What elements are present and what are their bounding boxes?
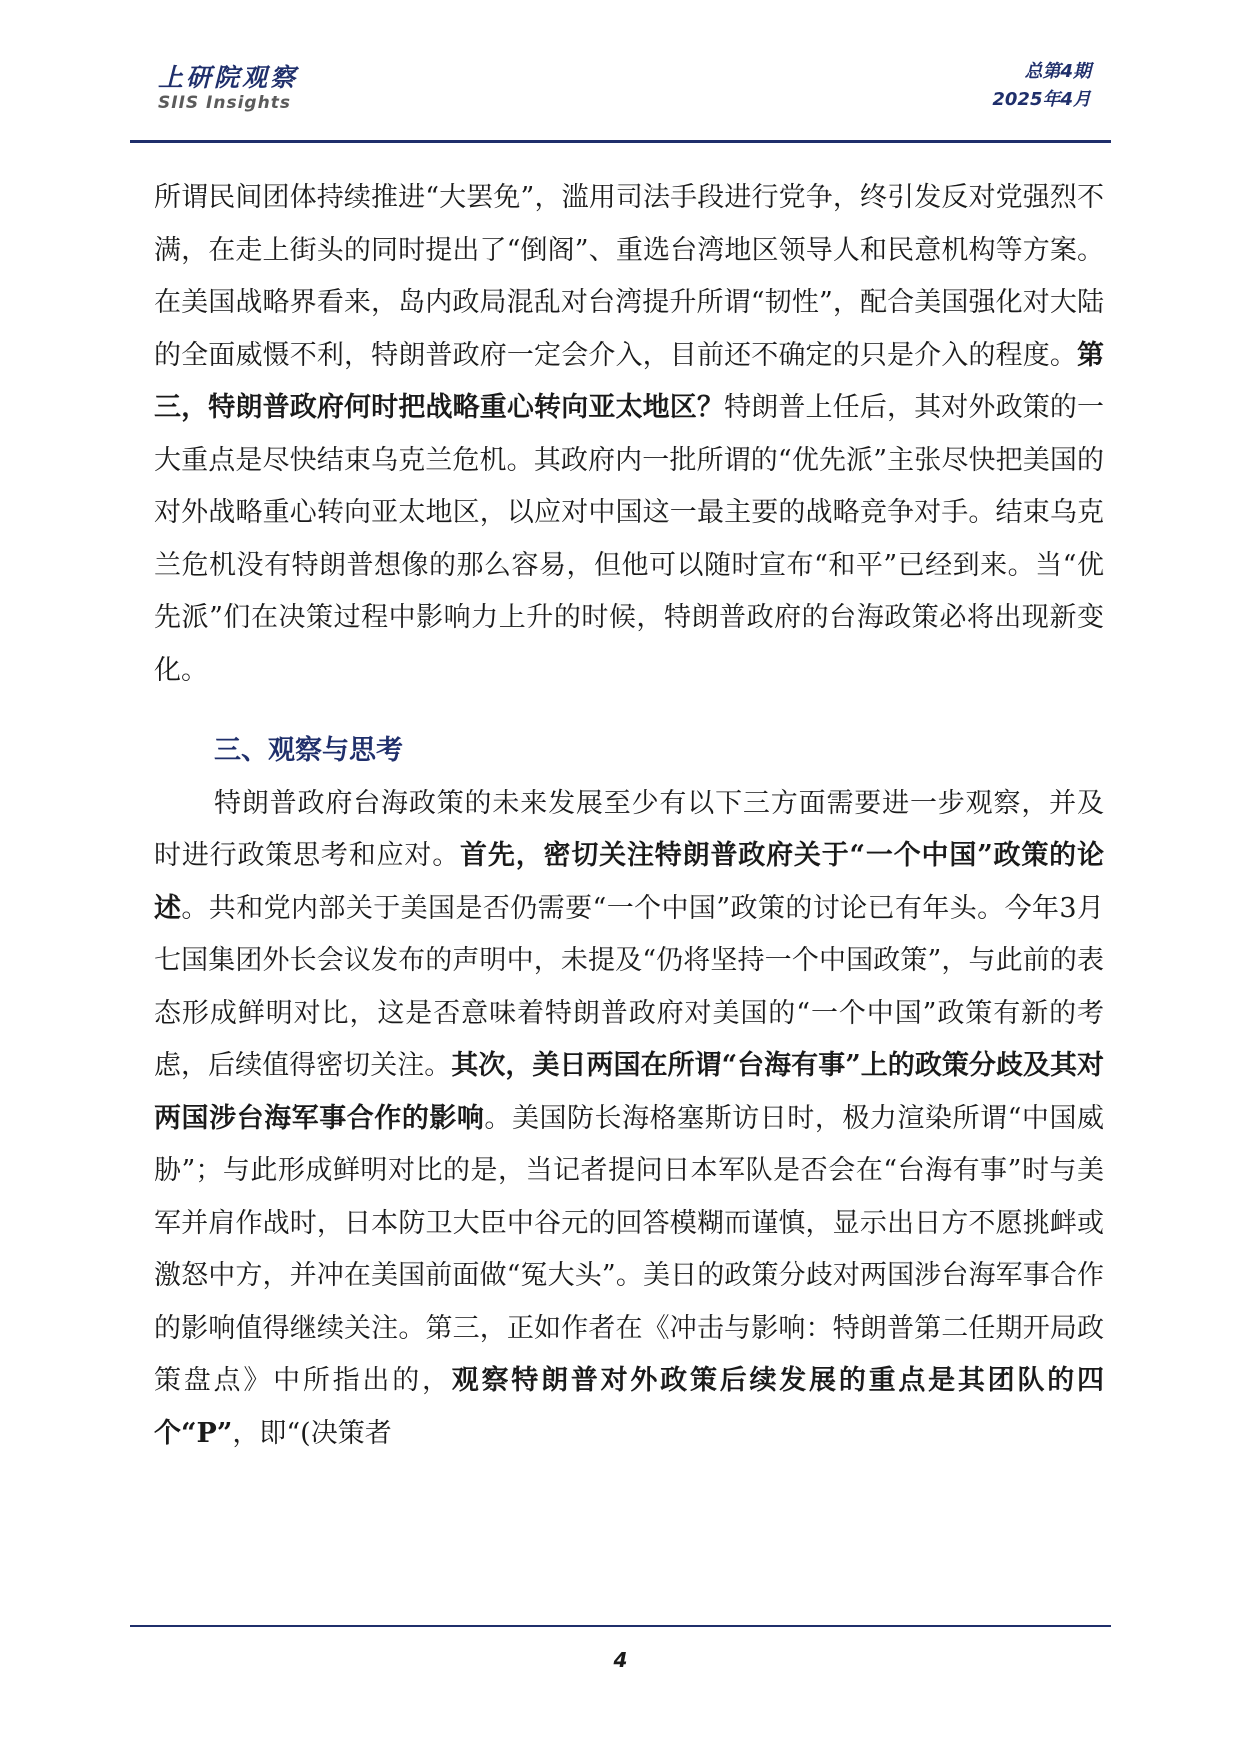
publication-name-en: SIIS Insights bbox=[158, 93, 291, 113]
footer-divider bbox=[130, 1625, 1111, 1627]
text-run: ，即“(决策者 bbox=[232, 1417, 392, 1449]
bold-run: 第三，特朗普政府何时把战略重心转向亚太地区？ bbox=[154, 339, 1104, 423]
text-run: 。美国防长海格塞斯访日时，极力渲染所谓“中国威胁”；与此形成鲜明对比的是，当记者提问日本军队是否会在“台海有事”时与美军并肩作战时，日本防卫大臣中谷元的回答模糊而谨慎，显示出日方不愿挑衅或激怒中方，并冲在美国前面做“冤大头”。美日的政策分歧对两国涉台海军事合作的影响值得继续关注。第三，正如作者在《冲击与影响：特朗普第二任期开局政策盘点》中所指出的， bbox=[154, 1102, 1104, 1396]
section-heading: 三、观察与思考 bbox=[214, 735, 403, 766]
publication-name-cn: 上研院观察 bbox=[158, 63, 299, 92]
text-run: 所谓民间团体持续推进“大罢免”，滥用司法手段进行党争，终引发反对党强烈不满，在走上街头的同时提出了“倒阁”、重选台湾地区领导人和民意机构等方案。在美国战略界看来，岛内政局混乱对台湾提升所谓“韧性”，配合美国强化对大陆的全面威慑不利，特朗普政府一定会介入，目前还不确定的只是介入的程度。 bbox=[154, 182, 1104, 371]
paragraph bbox=[154, 778, 1104, 1461]
text-run: 。共和党内部关于美国是否仍需要“一个中国”政策的讨论已有年头。今年3月七国集团外长会议发布的声明中，未提及“仍将坚持一个中国政策”，与此前的表态形成鲜明对比，这是否意味着特朗普政府对美国的“一个中国”政策有新的考虑，后续值得密切关注。 bbox=[154, 892, 1104, 1081]
page-header bbox=[130, 50, 1111, 140]
issue-info bbox=[992, 58, 1091, 114]
bold-run: 观察特朗普对外政策后续发展的重点是其团队的四个“P” bbox=[154, 1365, 1105, 1449]
issue-date: 2025年4月 bbox=[992, 89, 1091, 110]
page-number: 4 bbox=[613, 1648, 628, 1672]
issue-number: 总第4期 bbox=[1024, 61, 1091, 82]
text-run: 特朗普上任后，其对外政策的一大重点是尽快结束乌克兰危机。其政府内一批所谓的“优先派”主张尽快把美国的对外战略重心转向亚太地区，以应对中国这一最主要的战略竞争对手。结束乌克兰危机没有特朗普想像的那么容易，但他可以随时宣布“和平”已经到来。当“优先派”们在决策过程中影响力上升的时候，特朗普政府的台海政策必将出现新变化。 bbox=[154, 392, 1105, 686]
paragraph bbox=[154, 172, 1104, 697]
bold-run: 首先，密切关注特朗普政府关于“一个中国”政策的论述 bbox=[154, 840, 1105, 924]
article-body bbox=[154, 172, 1104, 1460]
bold-run: 其次，美日两国在所谓“台海有事”上的政策分歧及其对两国涉台海军事合作的影响 bbox=[154, 1050, 1104, 1134]
text-run: 特朗普政府台海政策的未来发展至少有以下三方面需要进一步观察，并及时进行政策思考和应对。 bbox=[154, 787, 1104, 871]
header-divider bbox=[130, 140, 1111, 143]
